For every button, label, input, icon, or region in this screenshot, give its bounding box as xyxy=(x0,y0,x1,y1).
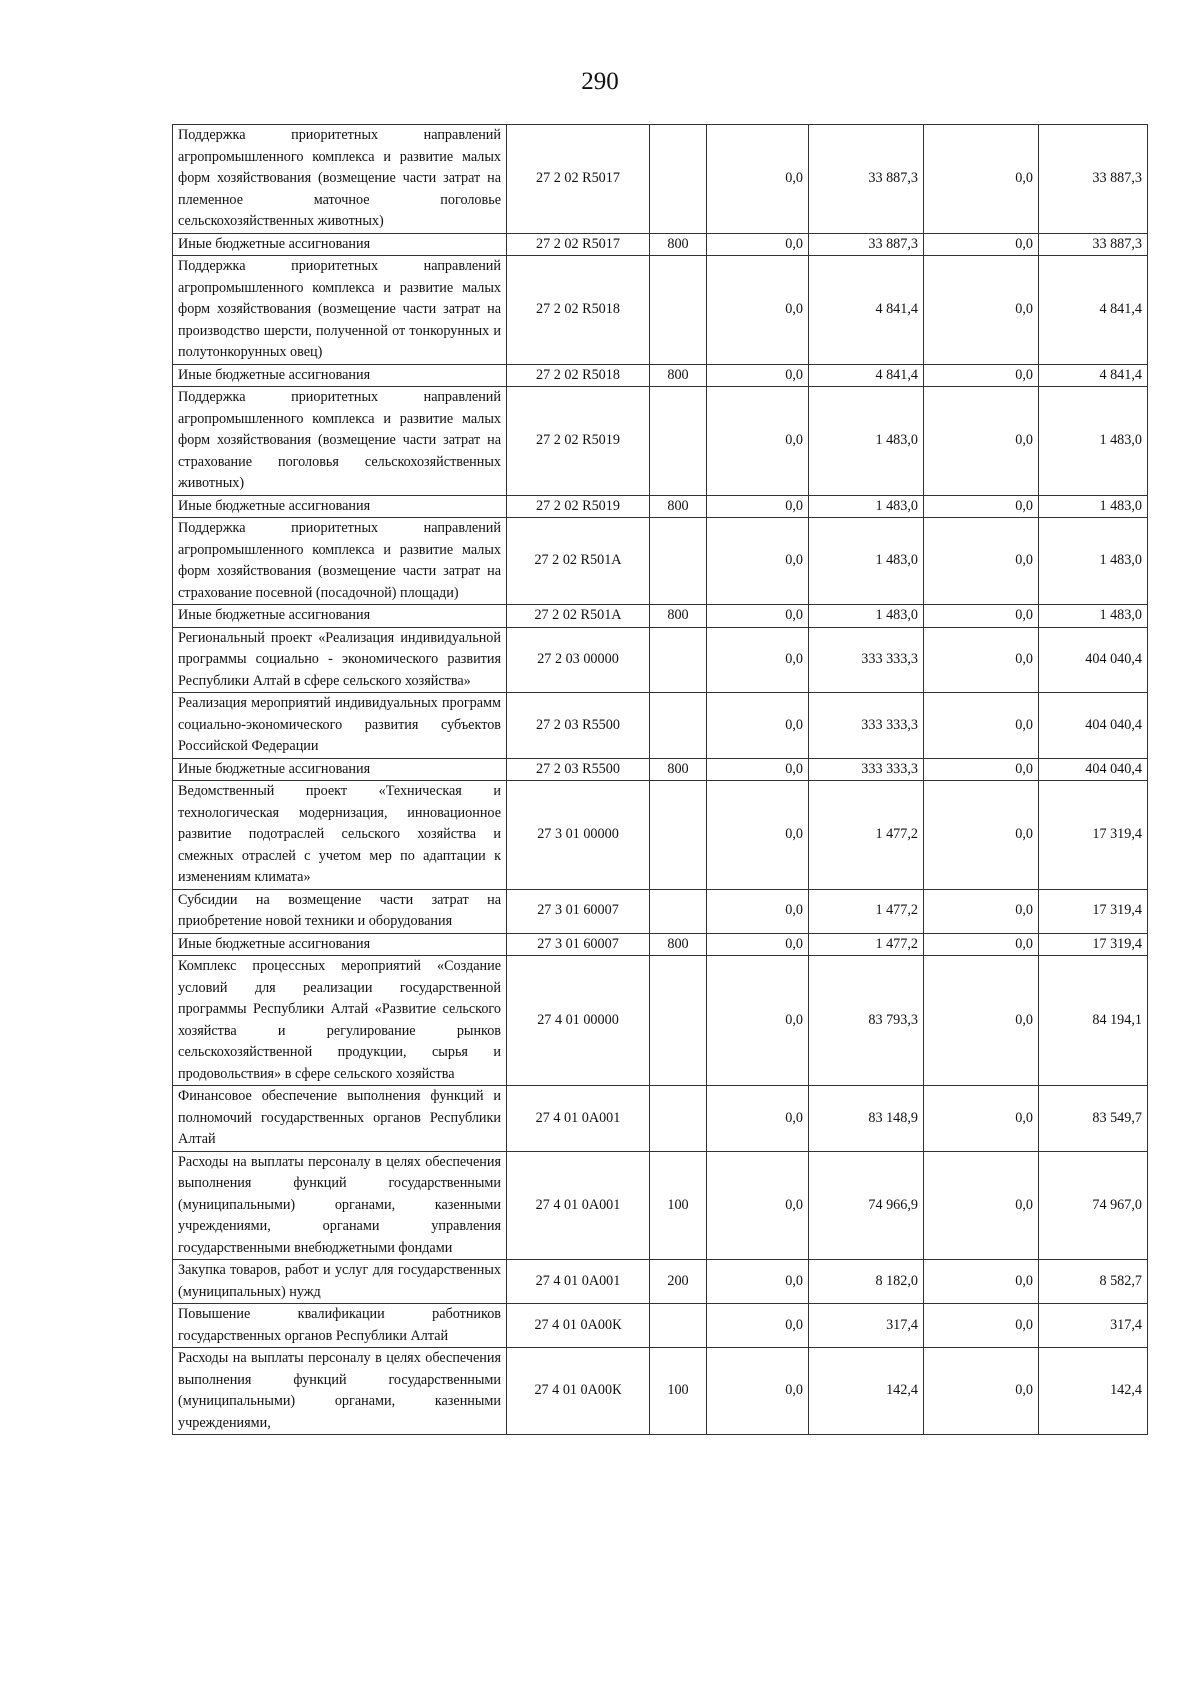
row-value-2: 1 483,0 xyxy=(809,518,924,605)
row-target-code: 27 2 02 R5018 xyxy=(507,364,650,387)
row-expense-type: 100 xyxy=(650,1348,707,1435)
row-value-4: 1 483,0 xyxy=(1039,387,1148,496)
row-target-code: 27 3 01 60007 xyxy=(507,889,650,933)
table-row xyxy=(173,256,1148,365)
table-row xyxy=(173,125,1148,234)
row-target-code: 27 4 01 00000 xyxy=(507,956,650,1086)
row-value-1: 0,0 xyxy=(707,1260,809,1304)
row-value-3: 0,0 xyxy=(924,256,1039,365)
row-expense-type xyxy=(650,1304,707,1348)
row-target-code: 27 2 03 R5500 xyxy=(507,693,650,759)
row-expense-type xyxy=(650,387,707,496)
row-expense-type xyxy=(650,956,707,1086)
row-name: Иные бюджетные ассигнования xyxy=(173,933,507,956)
row-expense-type: 800 xyxy=(650,758,707,781)
row-value-2: 333 333,3 xyxy=(809,693,924,759)
row-value-3: 0,0 xyxy=(924,364,1039,387)
row-value-1: 0,0 xyxy=(707,889,809,933)
row-value-3: 0,0 xyxy=(924,627,1039,693)
row-value-4: 8 582,7 xyxy=(1039,1260,1148,1304)
row-expense-type xyxy=(650,518,707,605)
table-row xyxy=(173,889,1148,933)
row-value-3: 0,0 xyxy=(924,956,1039,1086)
row-value-4: 74 967,0 xyxy=(1039,1151,1148,1260)
row-name: Поддержка приоритетных направлений агропромышленного комплекса и развитие малых форм хозяйствования (возмещение части затрат на страхование поголовья сельскохозяйственных животных) xyxy=(173,387,507,496)
row-value-3: 0,0 xyxy=(924,387,1039,496)
row-value-3: 0,0 xyxy=(924,1304,1039,1348)
table-row xyxy=(173,758,1148,781)
row-value-4: 84 194,1 xyxy=(1039,956,1148,1086)
row-name: Закупка товаров, работ и услуг для государственных (муниципальных) нужд xyxy=(173,1260,507,1304)
row-value-4: 1 483,0 xyxy=(1039,495,1148,518)
row-name: Иные бюджетные ассигнования xyxy=(173,233,507,256)
row-value-2: 317,4 xyxy=(809,1304,924,1348)
row-value-2: 1 477,2 xyxy=(809,781,924,890)
row-value-2: 4 841,4 xyxy=(809,256,924,365)
row-value-1: 0,0 xyxy=(707,605,809,628)
row-value-2: 1 477,2 xyxy=(809,933,924,956)
row-value-1: 0,0 xyxy=(707,933,809,956)
row-expense-type: 800 xyxy=(650,364,707,387)
row-value-3: 0,0 xyxy=(924,1086,1039,1152)
row-value-1: 0,0 xyxy=(707,1086,809,1152)
row-value-3: 0,0 xyxy=(924,518,1039,605)
table-row xyxy=(173,1304,1148,1348)
row-value-1: 0,0 xyxy=(707,1151,809,1260)
row-value-1: 0,0 xyxy=(707,495,809,518)
row-value-2: 4 841,4 xyxy=(809,364,924,387)
table-row xyxy=(173,605,1148,628)
row-name: Комплекс процессных мероприятий «Создание условий для реализации государственной программы Республики Алтай «Развитие сельского хозяйства и регулирование рынков сельскохозяйственной продукции, сырья и продовольствия» в сфере сельского хозяйства xyxy=(173,956,507,1086)
table-row xyxy=(173,518,1148,605)
row-target-code: 27 2 02 R5017 xyxy=(507,233,650,256)
row-value-2: 1 483,0 xyxy=(809,495,924,518)
table-row xyxy=(173,1348,1148,1435)
row-value-4: 404 040,4 xyxy=(1039,693,1148,759)
row-value-4: 142,4 xyxy=(1039,1348,1148,1435)
row-value-3: 0,0 xyxy=(924,889,1039,933)
row-name: Поддержка приоритетных направлений агропромышленного комплекса и развитие малых форм хозяйствования (возмещение части затрат на племенное маточное поголовье сельскохозяйственных животных) xyxy=(173,125,507,234)
row-target-code: 27 2 03 00000 xyxy=(507,627,650,693)
budget-table xyxy=(172,124,1148,1435)
table-row xyxy=(173,387,1148,496)
row-name: Финансовое обеспечение выполнения функций и полномочий государственных органов Республики Алтай xyxy=(173,1086,507,1152)
row-value-2: 1 483,0 xyxy=(809,605,924,628)
row-expense-type xyxy=(650,889,707,933)
row-value-2: 83 148,9 xyxy=(809,1086,924,1152)
row-value-3: 0,0 xyxy=(924,781,1039,890)
table-row xyxy=(173,364,1148,387)
row-target-code: 27 3 01 00000 xyxy=(507,781,650,890)
row-value-3: 0,0 xyxy=(924,1260,1039,1304)
row-value-4: 4 841,4 xyxy=(1039,256,1148,365)
table-row xyxy=(173,781,1148,890)
row-expense-type xyxy=(650,693,707,759)
row-name: Поддержка приоритетных направлений агропромышленного комплекса и развитие малых форм хозяйствования (возмещение части затрат на страхование посевной (посадочной) площади) xyxy=(173,518,507,605)
row-value-4: 17 319,4 xyxy=(1039,889,1148,933)
row-value-2: 8 182,0 xyxy=(809,1260,924,1304)
row-value-4: 1 483,0 xyxy=(1039,518,1148,605)
row-value-4: 83 549,7 xyxy=(1039,1086,1148,1152)
row-expense-type xyxy=(650,627,707,693)
row-target-code: 27 4 01 0А00К xyxy=(507,1304,650,1348)
row-value-1: 0,0 xyxy=(707,693,809,759)
table-row xyxy=(173,627,1148,693)
row-name: Поддержка приоритетных направлений агропромышленного комплекса и развитие малых форм хозяйствования (возмещение части затрат на производство шерсти, полученной от тонкорунных и полутонкорунных овец) xyxy=(173,256,507,365)
row-expense-type xyxy=(650,781,707,890)
row-value-1: 0,0 xyxy=(707,956,809,1086)
table-row xyxy=(173,1260,1148,1304)
table-row xyxy=(173,1086,1148,1152)
row-target-code: 27 2 02 R501A xyxy=(507,518,650,605)
row-value-2: 333 333,3 xyxy=(809,627,924,693)
row-target-code: 27 2 02 R5017 xyxy=(507,125,650,234)
row-value-3: 0,0 xyxy=(924,693,1039,759)
row-expense-type xyxy=(650,1086,707,1152)
row-value-1: 0,0 xyxy=(707,627,809,693)
row-value-4: 33 887,3 xyxy=(1039,125,1148,234)
row-value-3: 0,0 xyxy=(924,495,1039,518)
row-name: Ведомственный проект «Техническая и технологическая модернизация, инновационное развитие подотраслей сельского хозяйства и смежных отраслей с учетом мер по адаптации к изменениям климата» xyxy=(173,781,507,890)
row-name: Субсидии на возмещение части затрат на приобретение новой техники и оборудования xyxy=(173,889,507,933)
row-target-code: 27 2 02 R501A xyxy=(507,605,650,628)
row-value-3: 0,0 xyxy=(924,233,1039,256)
row-expense-type: 800 xyxy=(650,605,707,628)
row-value-4: 404 040,4 xyxy=(1039,758,1148,781)
row-value-2: 33 887,3 xyxy=(809,233,924,256)
row-expense-type: 800 xyxy=(650,233,707,256)
row-target-code: 27 4 01 0А001 xyxy=(507,1260,650,1304)
row-value-1: 0,0 xyxy=(707,233,809,256)
row-name: Иные бюджетные ассигнования xyxy=(173,364,507,387)
row-value-3: 0,0 xyxy=(924,1151,1039,1260)
row-value-2: 33 887,3 xyxy=(809,125,924,234)
row-name: Реализация мероприятий индивидуальных программ социально-экономического развития субъектов Российской Федерации xyxy=(173,693,507,759)
row-value-2: 83 793,3 xyxy=(809,956,924,1086)
row-value-1: 0,0 xyxy=(707,125,809,234)
row-expense-type: 100 xyxy=(650,1151,707,1260)
table-row xyxy=(173,693,1148,759)
row-name: Иные бюджетные ассигнования xyxy=(173,495,507,518)
row-value-1: 0,0 xyxy=(707,758,809,781)
row-value-4: 317,4 xyxy=(1039,1304,1148,1348)
row-value-4: 17 319,4 xyxy=(1039,933,1148,956)
table-body xyxy=(173,125,1148,1435)
row-target-code: 27 4 01 0А00К xyxy=(507,1348,650,1435)
row-name: Иные бюджетные ассигнования xyxy=(173,605,507,628)
row-value-3: 0,0 xyxy=(924,125,1039,234)
row-value-3: 0,0 xyxy=(924,1348,1039,1435)
row-value-3: 0,0 xyxy=(924,605,1039,628)
table-row xyxy=(173,233,1148,256)
table-row xyxy=(173,495,1148,518)
row-expense-type xyxy=(650,256,707,365)
row-value-4: 404 040,4 xyxy=(1039,627,1148,693)
row-name: Повышение квалификации работников государственных органов Республики Алтай xyxy=(173,1304,507,1348)
row-value-1: 0,0 xyxy=(707,781,809,890)
row-expense-type: 800 xyxy=(650,495,707,518)
row-value-1: 0,0 xyxy=(707,256,809,365)
row-value-4: 1 483,0 xyxy=(1039,605,1148,628)
row-value-4: 33 887,3 xyxy=(1039,233,1148,256)
row-value-2: 333 333,3 xyxy=(809,758,924,781)
table-row xyxy=(173,933,1148,956)
table-row xyxy=(173,956,1148,1086)
row-target-code: 27 4 01 0А001 xyxy=(507,1086,650,1152)
row-target-code: 27 4 01 0А001 xyxy=(507,1151,650,1260)
row-expense-type: 200 xyxy=(650,1260,707,1304)
row-value-2: 142,4 xyxy=(809,1348,924,1435)
row-target-code: 27 2 02 R5019 xyxy=(507,387,650,496)
row-value-1: 0,0 xyxy=(707,387,809,496)
row-value-2: 1 483,0 xyxy=(809,387,924,496)
row-value-3: 0,0 xyxy=(924,758,1039,781)
page-number: 290 xyxy=(581,68,619,95)
row-value-1: 0,0 xyxy=(707,364,809,387)
row-target-code: 27 2 02 R5018 xyxy=(507,256,650,365)
row-target-code: 27 2 02 R5019 xyxy=(507,495,650,518)
row-target-code: 27 3 01 60007 xyxy=(507,933,650,956)
row-value-1: 0,0 xyxy=(707,518,809,605)
row-name: Расходы на выплаты персоналу в целях обеспечения выполнения функций государственными (муниципальными) органами, казенными учреждениями, органами управления государственными внебюджетными фондами xyxy=(173,1151,507,1260)
row-value-4: 4 841,4 xyxy=(1039,364,1148,387)
row-expense-type xyxy=(650,125,707,234)
row-expense-type: 800 xyxy=(650,933,707,956)
row-target-code: 27 2 03 R5500 xyxy=(507,758,650,781)
row-value-1: 0,0 xyxy=(707,1348,809,1435)
row-name: Иные бюджетные ассигнования xyxy=(173,758,507,781)
row-name: Региональный проект «Реализация индивидуальной программы социально - экономического развития Республики Алтай в сфере сельского хозяйства» xyxy=(173,627,507,693)
row-value-2: 1 477,2 xyxy=(809,889,924,933)
row-name: Расходы на выплаты персоналу в целях обеспечения выполнения функций государственными (муниципальными) органами, казенными учреждениями, xyxy=(173,1348,507,1435)
row-value-1: 0,0 xyxy=(707,1304,809,1348)
table-row xyxy=(173,1151,1148,1260)
row-value-4: 17 319,4 xyxy=(1039,781,1148,890)
row-value-3: 0,0 xyxy=(924,933,1039,956)
row-value-2: 74 966,9 xyxy=(809,1151,924,1260)
